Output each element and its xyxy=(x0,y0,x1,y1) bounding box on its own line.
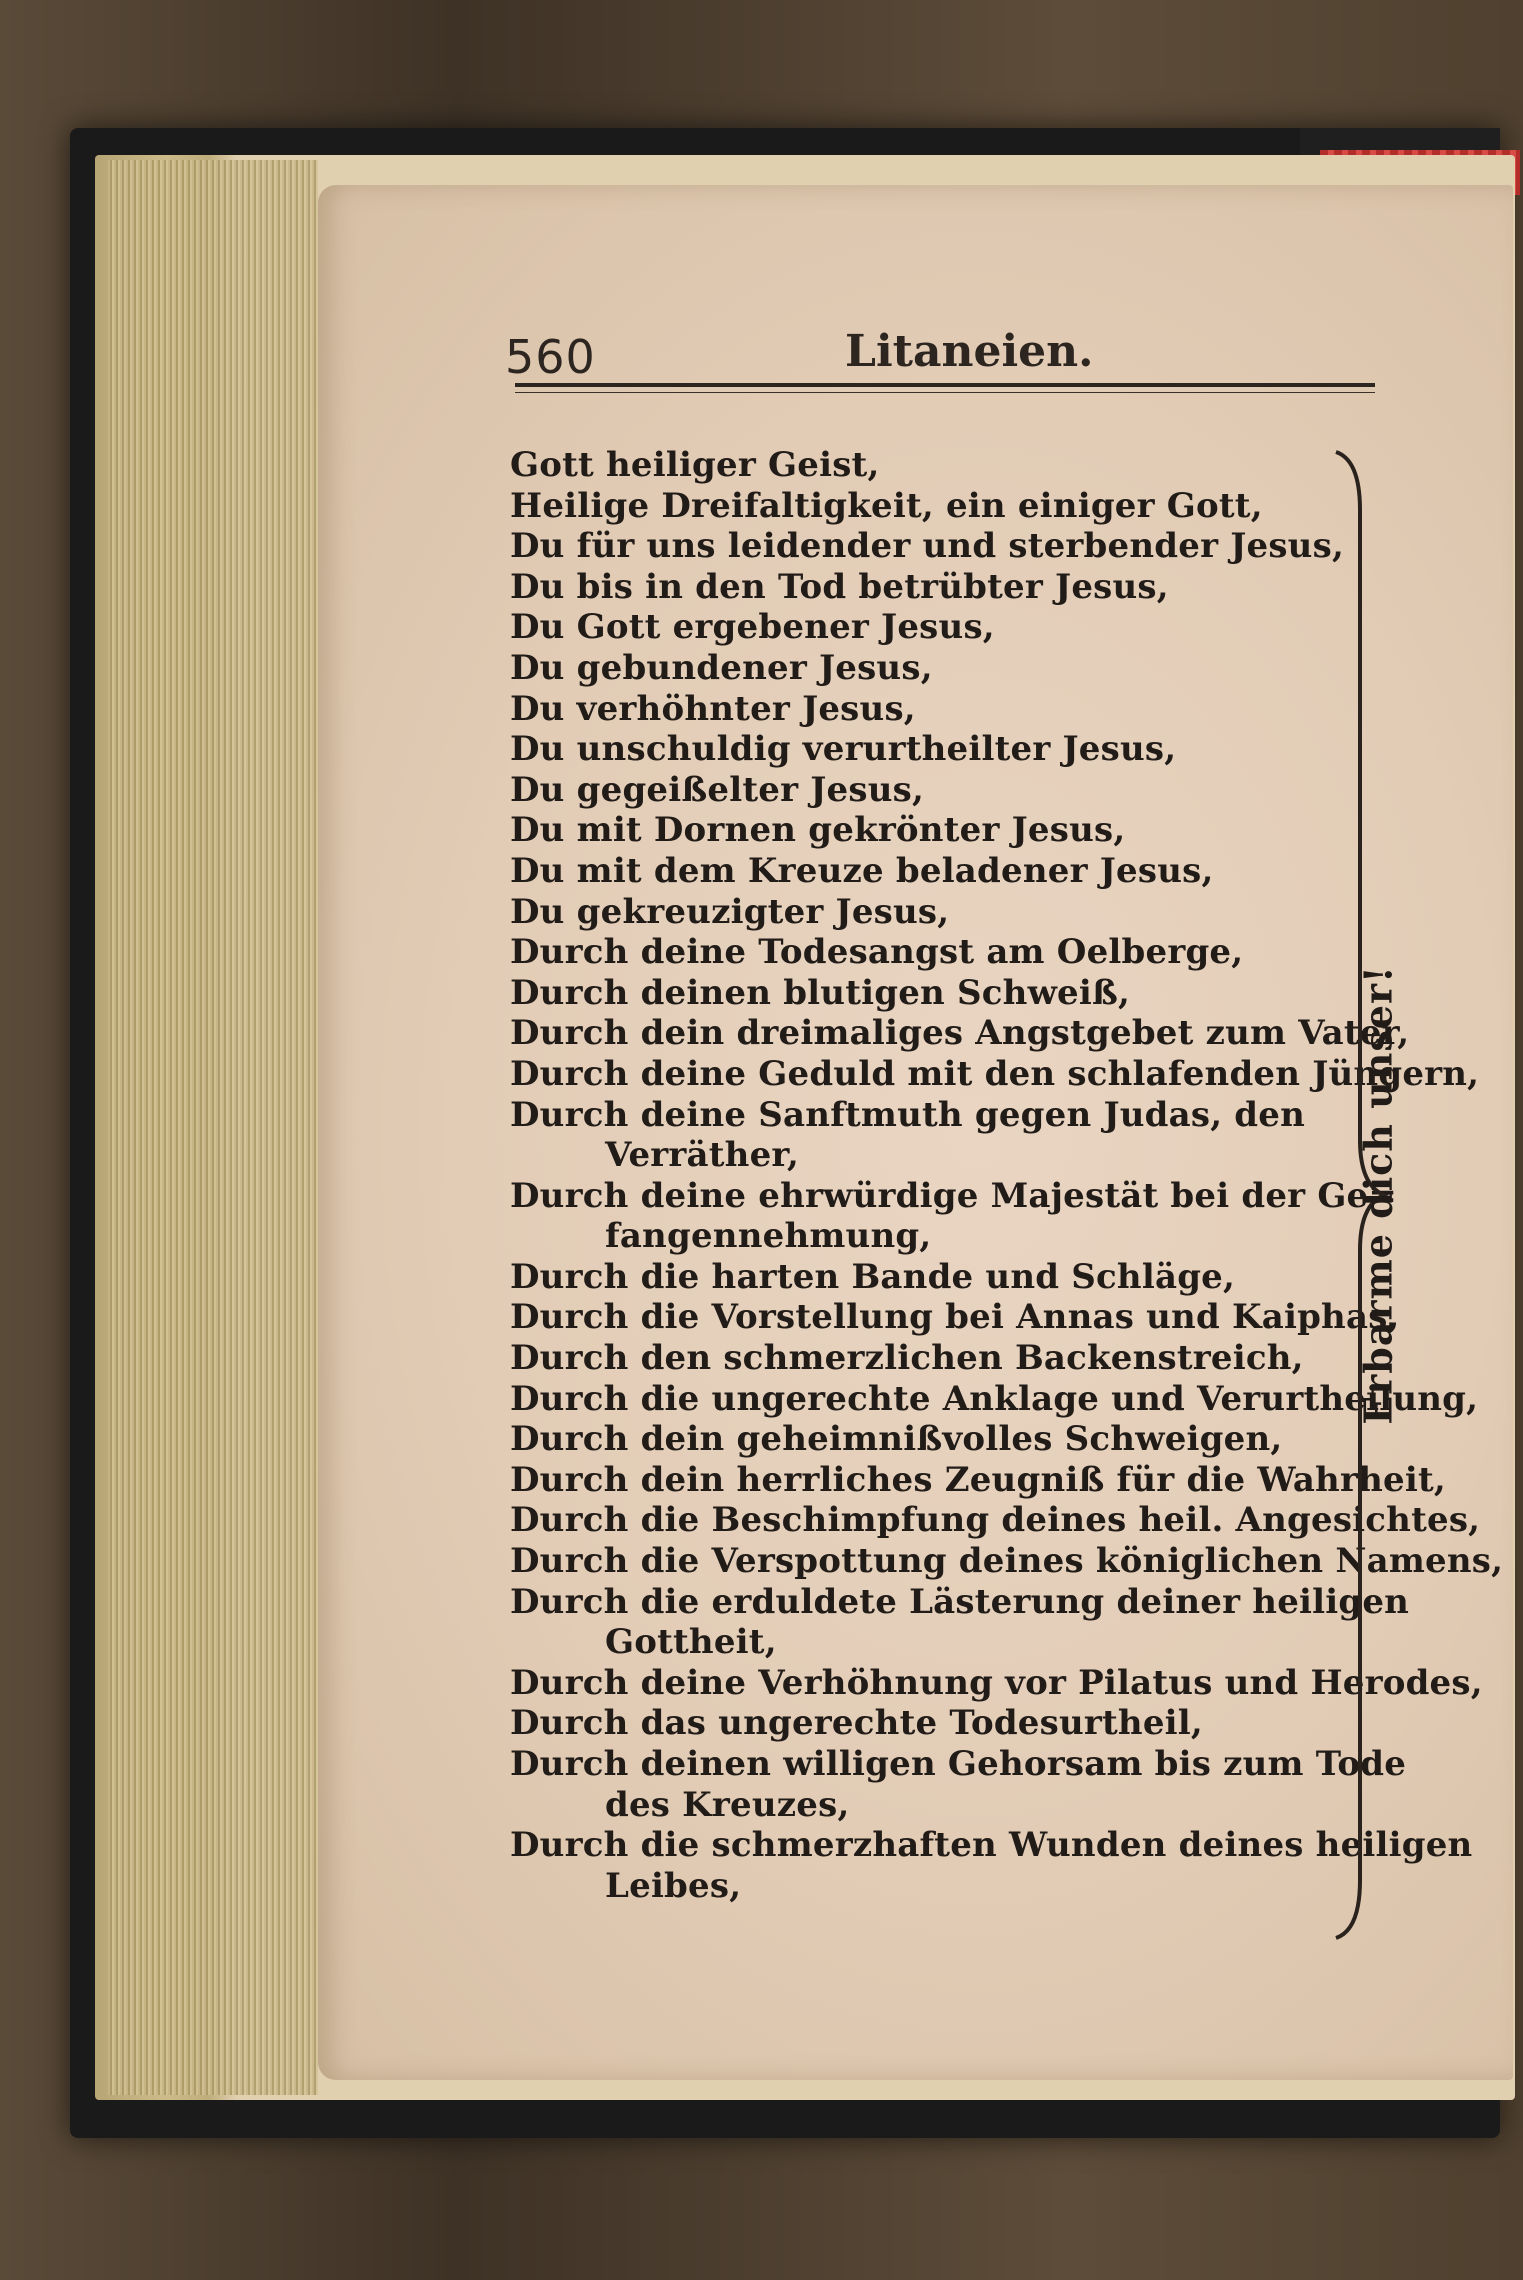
header-rule xyxy=(515,383,1375,387)
text-line: Durch die Vorstellung bei Annas und Kaiphas, xyxy=(510,1297,1400,1338)
text-line: Durch deine Sanftmuth gegen Judas, den xyxy=(510,1094,1305,1135)
text-line: des Kreuzes, xyxy=(605,1784,850,1825)
text-line: Gottheit, xyxy=(605,1622,777,1663)
text-line: Durch deine Todesangst am Oelberge, xyxy=(510,932,1244,973)
text-line: Durch dein dreimaliges Angstgebet zum Vater, xyxy=(510,1013,1410,1054)
text-line: fangennehmung, xyxy=(605,1216,932,1257)
text-line: Leibes, xyxy=(605,1865,742,1906)
text-line: Durch deinen blutigen Schweiß, xyxy=(510,972,1131,1013)
text-line: Durch dein herrliches Zeugniß für die Wahrheit, xyxy=(510,1459,1446,1500)
text-line: Du verhöhnter Jesus, xyxy=(510,688,916,729)
text-line: Du gekreuzigter Jesus, xyxy=(510,891,950,932)
text-line: Durch die erduldete Lästerung deiner heiligen xyxy=(510,1581,1410,1622)
text-line: Durch deine Geduld mit den schlafenden Jüngern, xyxy=(510,1053,1480,1094)
text-line: Durch deine Verhöhnung vor Pilatus und Herodes, xyxy=(510,1662,1483,1703)
text-line: Du gebundener Jesus, xyxy=(510,647,933,688)
text-line: Du Gott ergebener Jesus, xyxy=(510,607,995,648)
text-line: Du unschuldig verurtheilter Jesus, xyxy=(510,729,1177,770)
text-line: Du für uns leidender und sterbender Jesus, xyxy=(510,526,1344,567)
page-number: 560 xyxy=(505,330,596,384)
text-line: Du mit Dornen gekrönter Jesus, xyxy=(510,810,1126,851)
text-line: Du mit dem Kreuze beladener Jesus, xyxy=(510,850,1214,891)
response-text: Erbarme dich unser! xyxy=(1355,965,1401,1425)
text-line: Verräther, xyxy=(605,1135,800,1176)
text-line: Durch die Verspottung deines königlichen Namens, xyxy=(510,1541,1504,1582)
text-line: Durch die Beschimpfung deines heil. Angesichtes, xyxy=(510,1500,1481,1541)
text-line: Du gegeißelter Jesus, xyxy=(510,769,924,810)
header-rule-thin xyxy=(515,392,1375,393)
text-line: Durch deine ehrwürdige Majestät bei der Ge= xyxy=(510,1175,1398,1216)
text-line: Durch das ungerechte Todesurtheil, xyxy=(510,1703,1203,1744)
page-edges xyxy=(108,160,318,2095)
text-line: Durch dein geheimnißvolles Schweigen, xyxy=(510,1419,1283,1460)
text-line: Heilige Dreifaltigkeit, ein einiger Gott, xyxy=(510,485,1263,526)
text-line: Durch die harten Bande und Schläge, xyxy=(510,1256,1236,1297)
text-line: Durch deinen willigen Gehorsam bis zum Tode xyxy=(510,1744,1407,1784)
text-line: Durch den schmerzlichen Backenstreich, xyxy=(510,1338,1304,1379)
text-line: Du bis in den Tod betrübter Jesus, xyxy=(510,566,1169,607)
text-line: Durch die schmerzhaften Wunden deines heiligen xyxy=(510,1825,1473,1866)
text-line: Gott heiliger Geist, xyxy=(510,445,880,485)
text-line: Durch die ungerechte Anklage und Verurtheilung, xyxy=(510,1378,1479,1419)
running-head: Litaneien. xyxy=(845,326,1094,377)
